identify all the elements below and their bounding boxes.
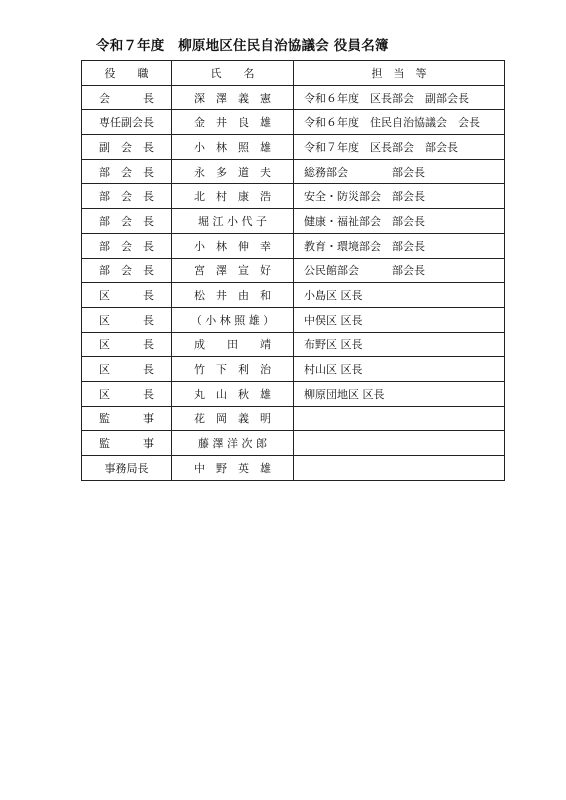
header-role: 役 職 (82, 61, 172, 86)
duty-cell: 総務部会 部会長 (294, 159, 505, 184)
table-row (82, 159, 505, 184)
duty-cell: 柳原団地区 区長 (294, 381, 505, 406)
name-cell: 松 井 由 和 (172, 283, 294, 308)
table-row (82, 283, 505, 308)
table-row (82, 85, 505, 110)
name-cell: （ 小 林 照 雄 ） (172, 307, 294, 332)
name-cell: 深 澤 義 憲 (172, 85, 294, 110)
name-cell: 藤 澤 洋 次 郎 (172, 431, 294, 456)
role-cell: 監 事 (82, 406, 172, 431)
table-row (82, 110, 505, 135)
document-title: 令和７年度 柳原地区住民自治協議会 役員名簿 (96, 38, 389, 54)
name-cell: 北 村 康 浩 (172, 184, 294, 209)
role-cell: 区 長 (82, 357, 172, 382)
table-row (82, 332, 505, 357)
officer-roster-table (81, 60, 505, 481)
role-cell: 副 会 長 (82, 135, 172, 160)
role-cell: 事務局長 (82, 456, 172, 481)
role-cell: 会 長 (82, 85, 172, 110)
role-cell: 監 事 (82, 431, 172, 456)
name-cell: 永 多 道 夫 (172, 159, 294, 184)
table-row (82, 381, 505, 406)
table-row (82, 258, 505, 283)
header-duty: 担 当 等 (294, 61, 505, 86)
name-cell: 小 林 照 雄 (172, 135, 294, 160)
duty-cell: 中俣区 区長 (294, 307, 505, 332)
duty-cell: 小島区 区長 (294, 283, 505, 308)
name-cell: 竹 下 利 治 (172, 357, 294, 382)
name-cell: 金 井 良 雄 (172, 110, 294, 135)
table-row (82, 209, 505, 234)
role-cell: 区 長 (82, 283, 172, 308)
table-header-row (82, 61, 505, 86)
name-cell: 成 田 靖 (172, 332, 294, 357)
table-row (82, 184, 505, 209)
role-cell: 部 会 長 (82, 209, 172, 234)
table-row (82, 431, 505, 456)
roster-body (82, 85, 505, 480)
duty-cell: 令和６年度 区長部会 副部会長 (294, 85, 505, 110)
duty-cell: 公民館部会 部会長 (294, 258, 505, 283)
duty-cell (294, 406, 505, 431)
name-cell: 小 林 伸 幸 (172, 233, 294, 258)
name-cell: 花 岡 義 明 (172, 406, 294, 431)
table-row (82, 307, 505, 332)
table-row (82, 456, 505, 481)
duty-cell: 令和７年度 区長部会 部会長 (294, 135, 505, 160)
role-cell: 区 長 (82, 381, 172, 406)
table-row (82, 135, 505, 160)
table-row (82, 406, 505, 431)
duty-cell: 令和６年度 住民自治協議会 会長 (294, 110, 505, 135)
duty-cell: 村山区 区長 (294, 357, 505, 382)
role-cell: 部 会 長 (82, 258, 172, 283)
name-cell: 宮 澤 宣 好 (172, 258, 294, 283)
duty-cell: 安全・防災部会 部会長 (294, 184, 505, 209)
role-cell: 部 会 長 (82, 184, 172, 209)
role-cell: 部 会 長 (82, 159, 172, 184)
duty-cell (294, 456, 505, 481)
duty-cell: 布野区 区長 (294, 332, 505, 357)
role-cell: 部 会 長 (82, 233, 172, 258)
header-name: 氏 名 (172, 61, 294, 86)
role-cell: 区 長 (82, 332, 172, 357)
role-cell: 専任副会長 (82, 110, 172, 135)
role-cell: 区 長 (82, 307, 172, 332)
name-cell: 堀 江 小 代 子 (172, 209, 294, 234)
name-cell: 中 野 英 雄 (172, 456, 294, 481)
table-row (82, 357, 505, 382)
name-cell: 丸 山 秋 雄 (172, 381, 294, 406)
table-row (82, 233, 505, 258)
duty-cell: 健康・福祉部会 部会長 (294, 209, 505, 234)
duty-cell: 教育・環境部会 部会長 (294, 233, 505, 258)
duty-cell (294, 431, 505, 456)
